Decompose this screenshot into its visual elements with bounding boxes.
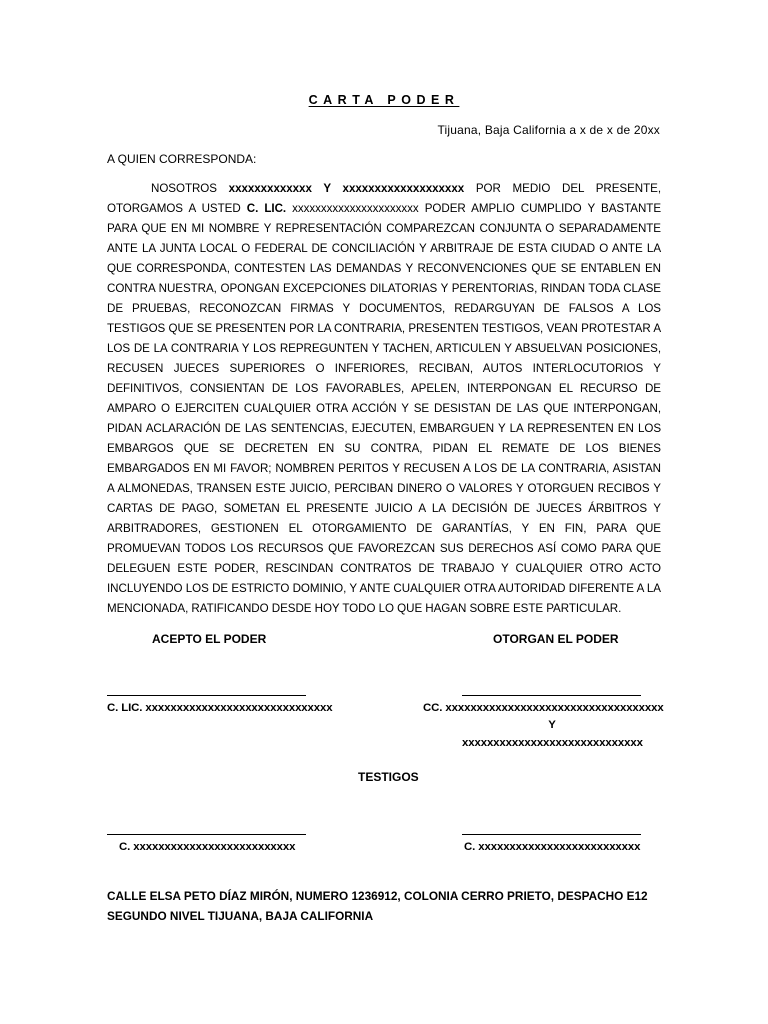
body-powers-text: xxxxxxxxxxxxxxxxxxxxxx PODER AMPLIO CUMPLIDO Y BASTANTE PARA QUE EN MI NOMBRE Y REPRESENTACIÓN COMPAREZCAN CONJUNTA O SEPARADAMENTE ANTE LA JUNTA LOCAL O FEDERAL DE CONCILIACIÓN Y ARBITRAJE DE ESTA CIUDAD O ANTE LA QUE CORRESPONDA, CONTESTEN LAS DEMANDAS Y RECONVENCIONES QUE SE ENTABLEN EN CONTRA NUESTRA, OPONGAN EXCEPCIONES DILATORIAS Y PERENTORIAS, RINDAN TODA CLASE DE PRUEBAS, RECONOZCAN FIRMAS Y DOCUMENTOS, REDARGUYAN DE FALSOS A LOS TESTIGOS QUE SE PRESENTEN POR LA CONTRARIA, PRESENTEN TESTIGOS, VEAN PROTESTAR A LOS DE LA CONTRARIA Y LOS REPREGUNTEN Y TACHEN, ARTICULEN Y ABSUELVAN POSICIONES, RECUSEN JUECES SUPERIORES O INFERIORES, RECIBAN, AUTOS INTERLOCUTORIOS Y DEFINITIVOS, CONSIENTAN DE LOS FAVORABLES, APELEN, INTERPONGAN EL RECURSO DE AMPARO O EJERCITEN CUALQUIER OTRA ACCIÓN Y SE DESISTAN DE LAS QUE INTERPONGAN, PIDAN ACLARACIÓN DE LAS SENTENCIAS, EJECUTEN, EMBARGUEN Y LA REPRESENTEN EN LOS EMBARGOS QUE SE DECRETEN EN SU CONTRA, PIDAN EL REMATE DE LOS BIENES EMBARGADOS EN MI FAVOR; NOMBREN PERITOS Y RECUSEN A LOS DE LA CONTRARIA, ASISTAN A ALMONEDAS, TRANSEN ESTE JUICIO, PERCIBAN DINERO O VALORES Y OTORGUEN RECIBOS Y CARTAS DE PAGO, SOMETAN EL PRESENTE JUICIO A LA DECISIÓN DE JUECES ÁRBITROS Y ARBITRADORES, GESTIONEN EL OTORGAMIENTO DE GARANTÍAS, Y EN FIN, PARA QUE PROMUEVAN TODOS LOS RECURSOS QUE FAVOREZCAN SUS DERECHOS ASÍ COMO PARA QUE DELEGUEN ESTE PODER, RESCINDAN CONTRATOS DE TRABAJO Y CUALQUIER OTRO ACTO INCLUYENDO LOS DE ESTRICTO DOMINIO, Y ANTE CUALQUIER OTRA AUTORIDAD DIFERENTE A LA MENCIONADA, RATIFICANDO DESDE HOY TODO LO QUE HAGAN SOBRE ESTE PARTICULAR. — [107, 202, 662, 615]
body-intro: NOSOTROS — [151, 182, 229, 195]
greeting: A QUIEN CORRESPONDA: — [107, 152, 257, 166]
place-date: Tijuana, Baja California a x de x de 20xx — [437, 123, 660, 137]
witness-1-name: C. xxxxxxxxxxxxxxxxxxxxxxxxxx — [119, 841, 296, 853]
witness-2-name: C. xxxxxxxxxxxxxxxxxxxxxxxxxx — [464, 841, 641, 853]
address-line-2: SEGUNDO NIVEL TIJUANA, BAJA CALIFORNIA — [107, 909, 374, 923]
attorney-title: C. LIC. — [246, 202, 287, 215]
grantor-signature-name-1: CC. xxxxxxxxxxxxxxxxxxxxxxxxxxxxxxxxxxx — [423, 702, 664, 714]
body-paragraph — [107, 179, 661, 619]
attorney-signature-name: C. LIC. xxxxxxxxxxxxxxxxxxxxxxxxxxxxxx — [107, 702, 333, 714]
accept-power-label: ACEPTO EL PODER — [152, 632, 267, 646]
signature-line-witness-1 — [107, 834, 306, 835]
signature-line-witness-2 — [462, 834, 641, 835]
signature-line-grantors — [462, 695, 641, 696]
document-title: CARTA PODER — [308, 93, 460, 107]
office-address — [107, 886, 667, 926]
grant-power-label: OTORGAN EL PODER — [493, 632, 619, 646]
witnesses-label: TESTIGOS — [358, 770, 419, 784]
grantor-signature-name-2: xxxxxxxxxxxxxxxxxxxxxxxxxxxxx — [462, 737, 643, 749]
grantor-names: xxxxxxxxxxxxx Y xxxxxxxxxxxxxxxxxxx — [228, 182, 465, 195]
body-grant-text: POR MEDIO DEL PRESENTE, OTORGAMOS A USTED — [107, 182, 661, 215]
address-line-1: CALLE ELSA PETO DÍAZ MIRÓN, NUMERO 1236912, COLONIA CERRO PRIETO, DESPACHO E12 — [107, 889, 648, 903]
signature-conjunction: Y — [548, 719, 556, 731]
signature-line-attorney — [107, 695, 306, 696]
